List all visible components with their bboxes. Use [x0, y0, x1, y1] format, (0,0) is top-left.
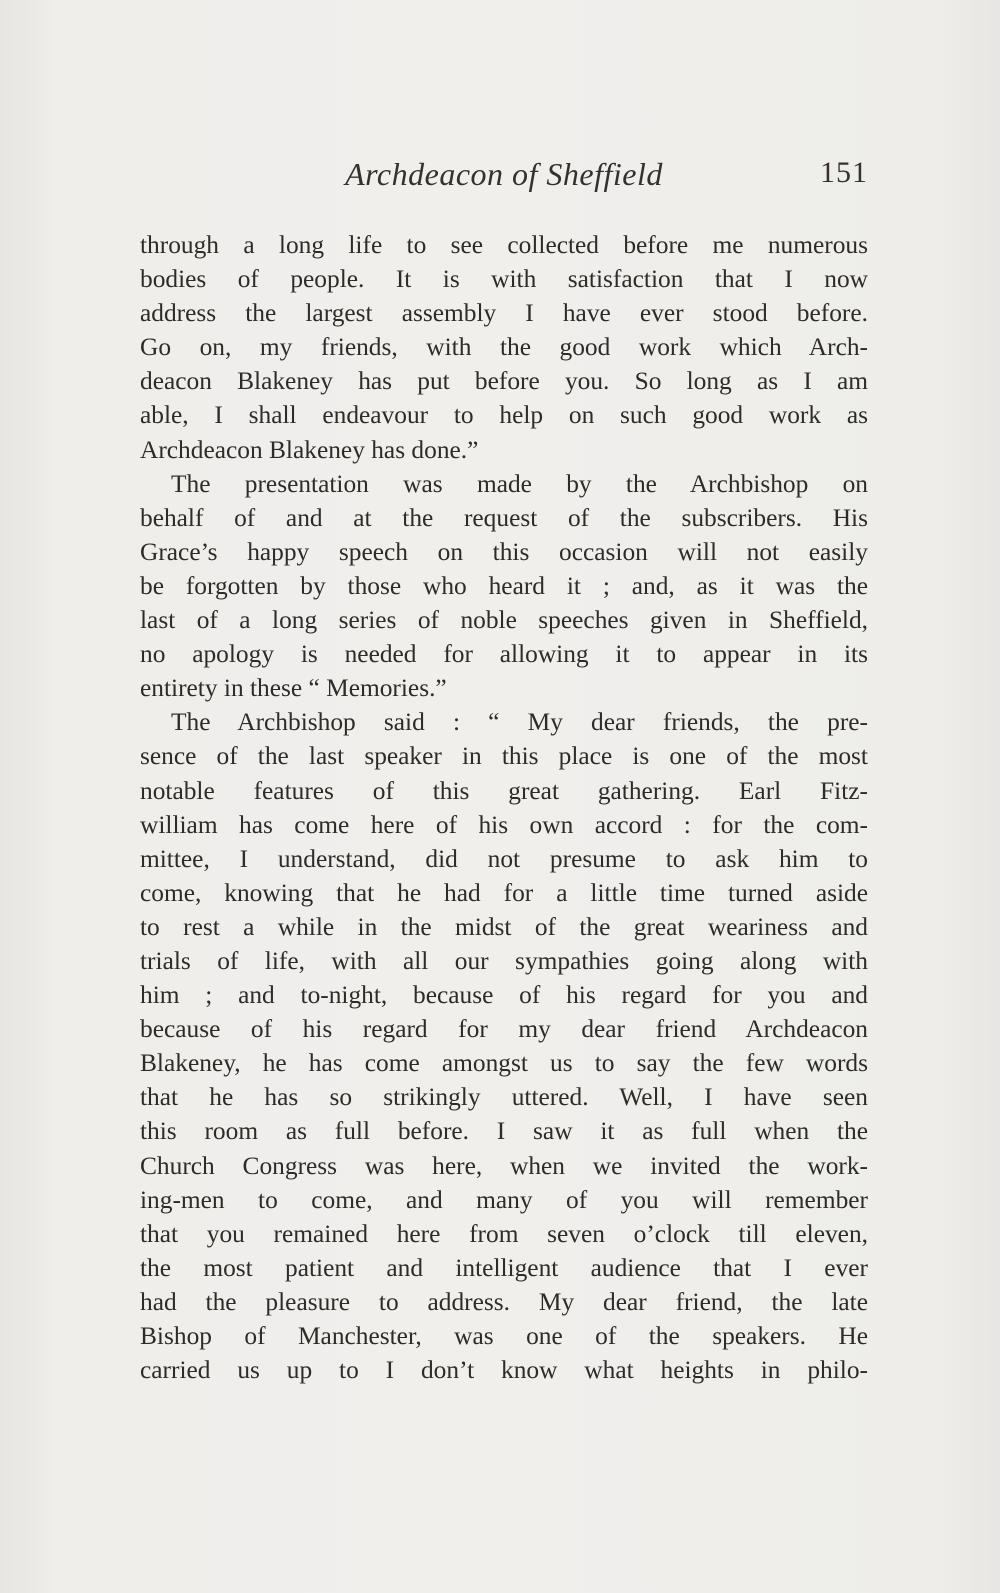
text-line: Blakeney, he has come amongst us to say the few words [140, 1049, 868, 1078]
text-line: sence of the last speaker in this place is one of the most [140, 742, 868, 771]
text-line: Grace’s happy speech on this occasion will not easily [140, 537, 868, 566]
body-text [140, 228, 868, 1387]
text-line: had the pleasure to address. My dear friend, the late [140, 1287, 868, 1316]
paragraph-first-line: The Archbishop said : “ My dear friends, the pre- [171, 708, 868, 737]
text-line: to rest a while in the midst of the great weariness and [140, 912, 868, 941]
text-line: carried us up to I don’t know what heights in philo- [140, 1356, 868, 1385]
text-line: able, I shall endeavour to help on such good work as [140, 401, 868, 430]
text-line: deacon Blakeney has put before you. So long as I am [140, 367, 868, 396]
text-line: this room as full before. I saw it as full when the [140, 1117, 868, 1146]
text-line: be forgotten by those who heard it ; and, as it was the [140, 571, 868, 600]
text-line: because of his regard for my dear friend Archdeacon [140, 1015, 868, 1044]
text-line: address the largest assembly I have ever stood before. [140, 299, 868, 328]
running-head [140, 156, 868, 196]
text-line: last of a long series of noble speeches given in Sheffield, [140, 606, 868, 635]
text-line: trials of life, with all our sympathies going along with [140, 946, 868, 975]
text-line: behalf of and at the request of the subscribers. His [140, 503, 868, 532]
text-line: william has come here of his own accord : for the com- [140, 810, 868, 839]
text-line: mittee, I understand, did not presume to ask him to [140, 844, 868, 873]
paragraph-first-line: The presentation was made by the Archbishop on [171, 469, 868, 498]
text-line: Go on, my friends, with the good work which Arch- [140, 333, 868, 362]
text-line: the most patient and intelligent audience that I ever [140, 1253, 868, 1282]
text-line: ing-men to come, and many of you will remember [140, 1185, 868, 1214]
text-line: Archdeacon Blakeney has done.” [140, 435, 479, 464]
text-line: notable features of this great gathering. Earl Fitz- [140, 776, 868, 805]
text-line: that you remained here from seven o’clock till eleven, [140, 1219, 868, 1248]
text-line: entirety in these “ Memories.” [140, 674, 447, 703]
text-line: no apology is needed for allowing it to appear in its [140, 640, 868, 669]
page-number: 151 [820, 156, 868, 189]
text-line: through a long life to see collected before me numerous [140, 231, 868, 259]
running-title: Archdeacon of Sheffield [345, 156, 663, 192]
text-line: Bishop of Manchester, was one of the speakers. He [140, 1322, 868, 1350]
text-line: Church Congress was here, when we invited the work- [140, 1151, 868, 1180]
text-line: bodies of people. It is with satisfaction that I now [140, 265, 868, 294]
text-line: him ; and to-night, because of his regard for you and [140, 981, 868, 1010]
text-line: come, knowing that he had for a little time turned aside [140, 878, 868, 907]
text-line: that he has so strikingly uttered. Well, I have seen [140, 1083, 868, 1112]
